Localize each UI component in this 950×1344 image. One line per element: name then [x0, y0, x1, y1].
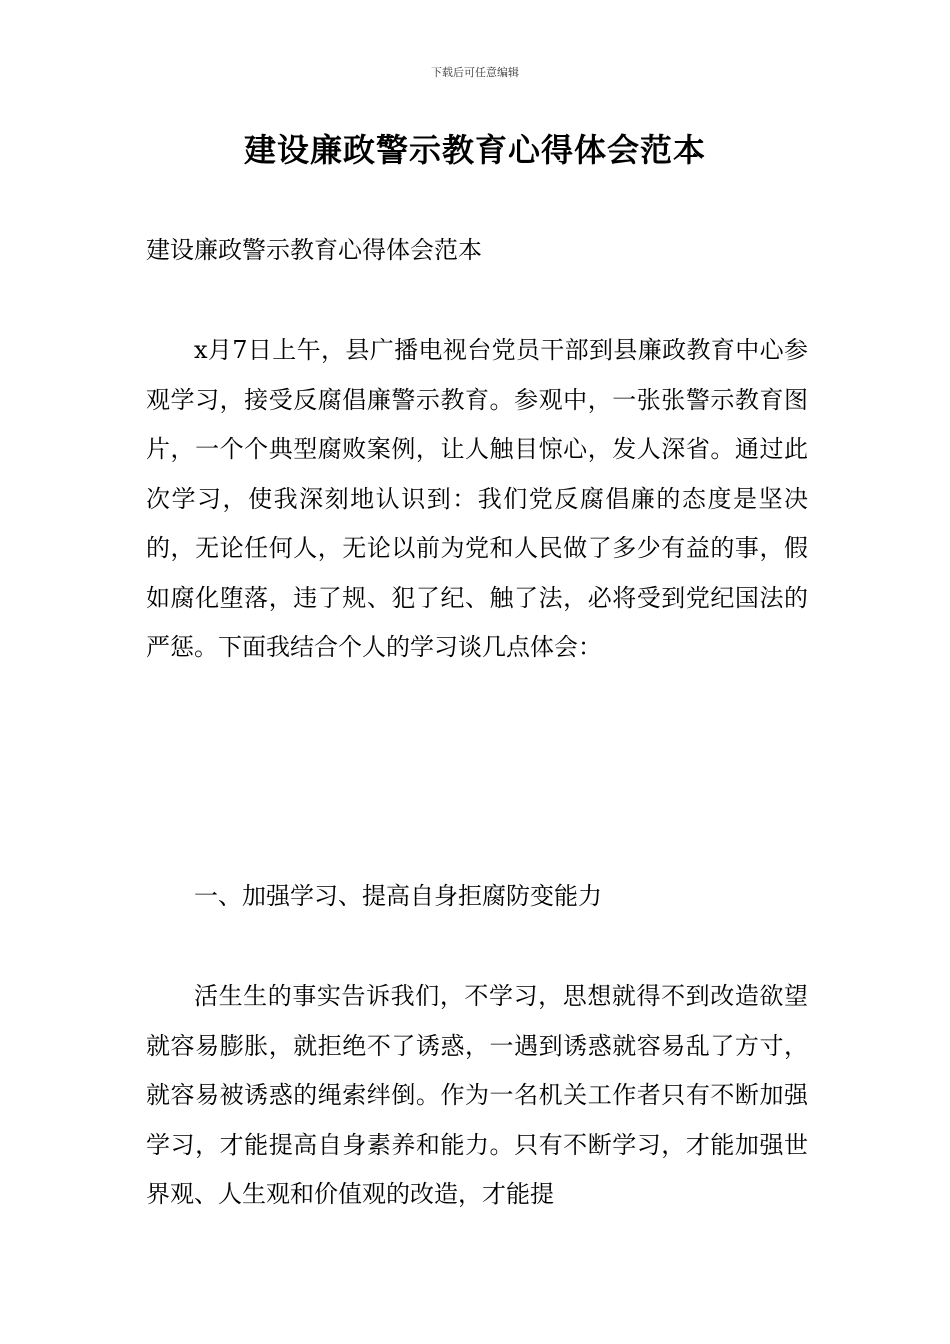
paragraph-intro: x月7日上午，县广播电视台党员干部到县廉政教育中心参观学习，接受反腐倡廉警示教育。参观中，一张张警示教育图片，一个个典型腐败案例，让人触目惊心，发人深省。通过此次学习，使我深刻地认识到：我们党反腐倡廉的态度是坚决的，无论任何人，无论以前为党和人民做了多少有益的事，假如腐化堕落，违了规、犯了纪、触了法，必将受到党纪国法的严惩。下面我结合个人的学习谈几点体会： [146, 336, 808, 661]
section-heading: 一、加强学习、提高自身拒腐防变能力 [194, 882, 602, 910]
paragraph-section-one: 活生生的事实告诉我们，不学习，思想就得不到改造欲望就容易膨胀，就拒绝不了诱惑，一遇到诱惑就容易乱了方寸，就容易被诱惑的绳索绊倒。作为一名机关工作者只有不断加强学习，才能提高自身素养和能力。只有不断学习，才能加强世界观、人生观和价值观的改造，才能提 [146, 982, 808, 1208]
document-title: 建设廉政警示教育心得体会范本 [243, 131, 706, 169]
document-subtitle: 建设廉政警示教育心得体会范本 [146, 236, 482, 264]
header-note: 下载后可任意编辑 [431, 66, 519, 79]
